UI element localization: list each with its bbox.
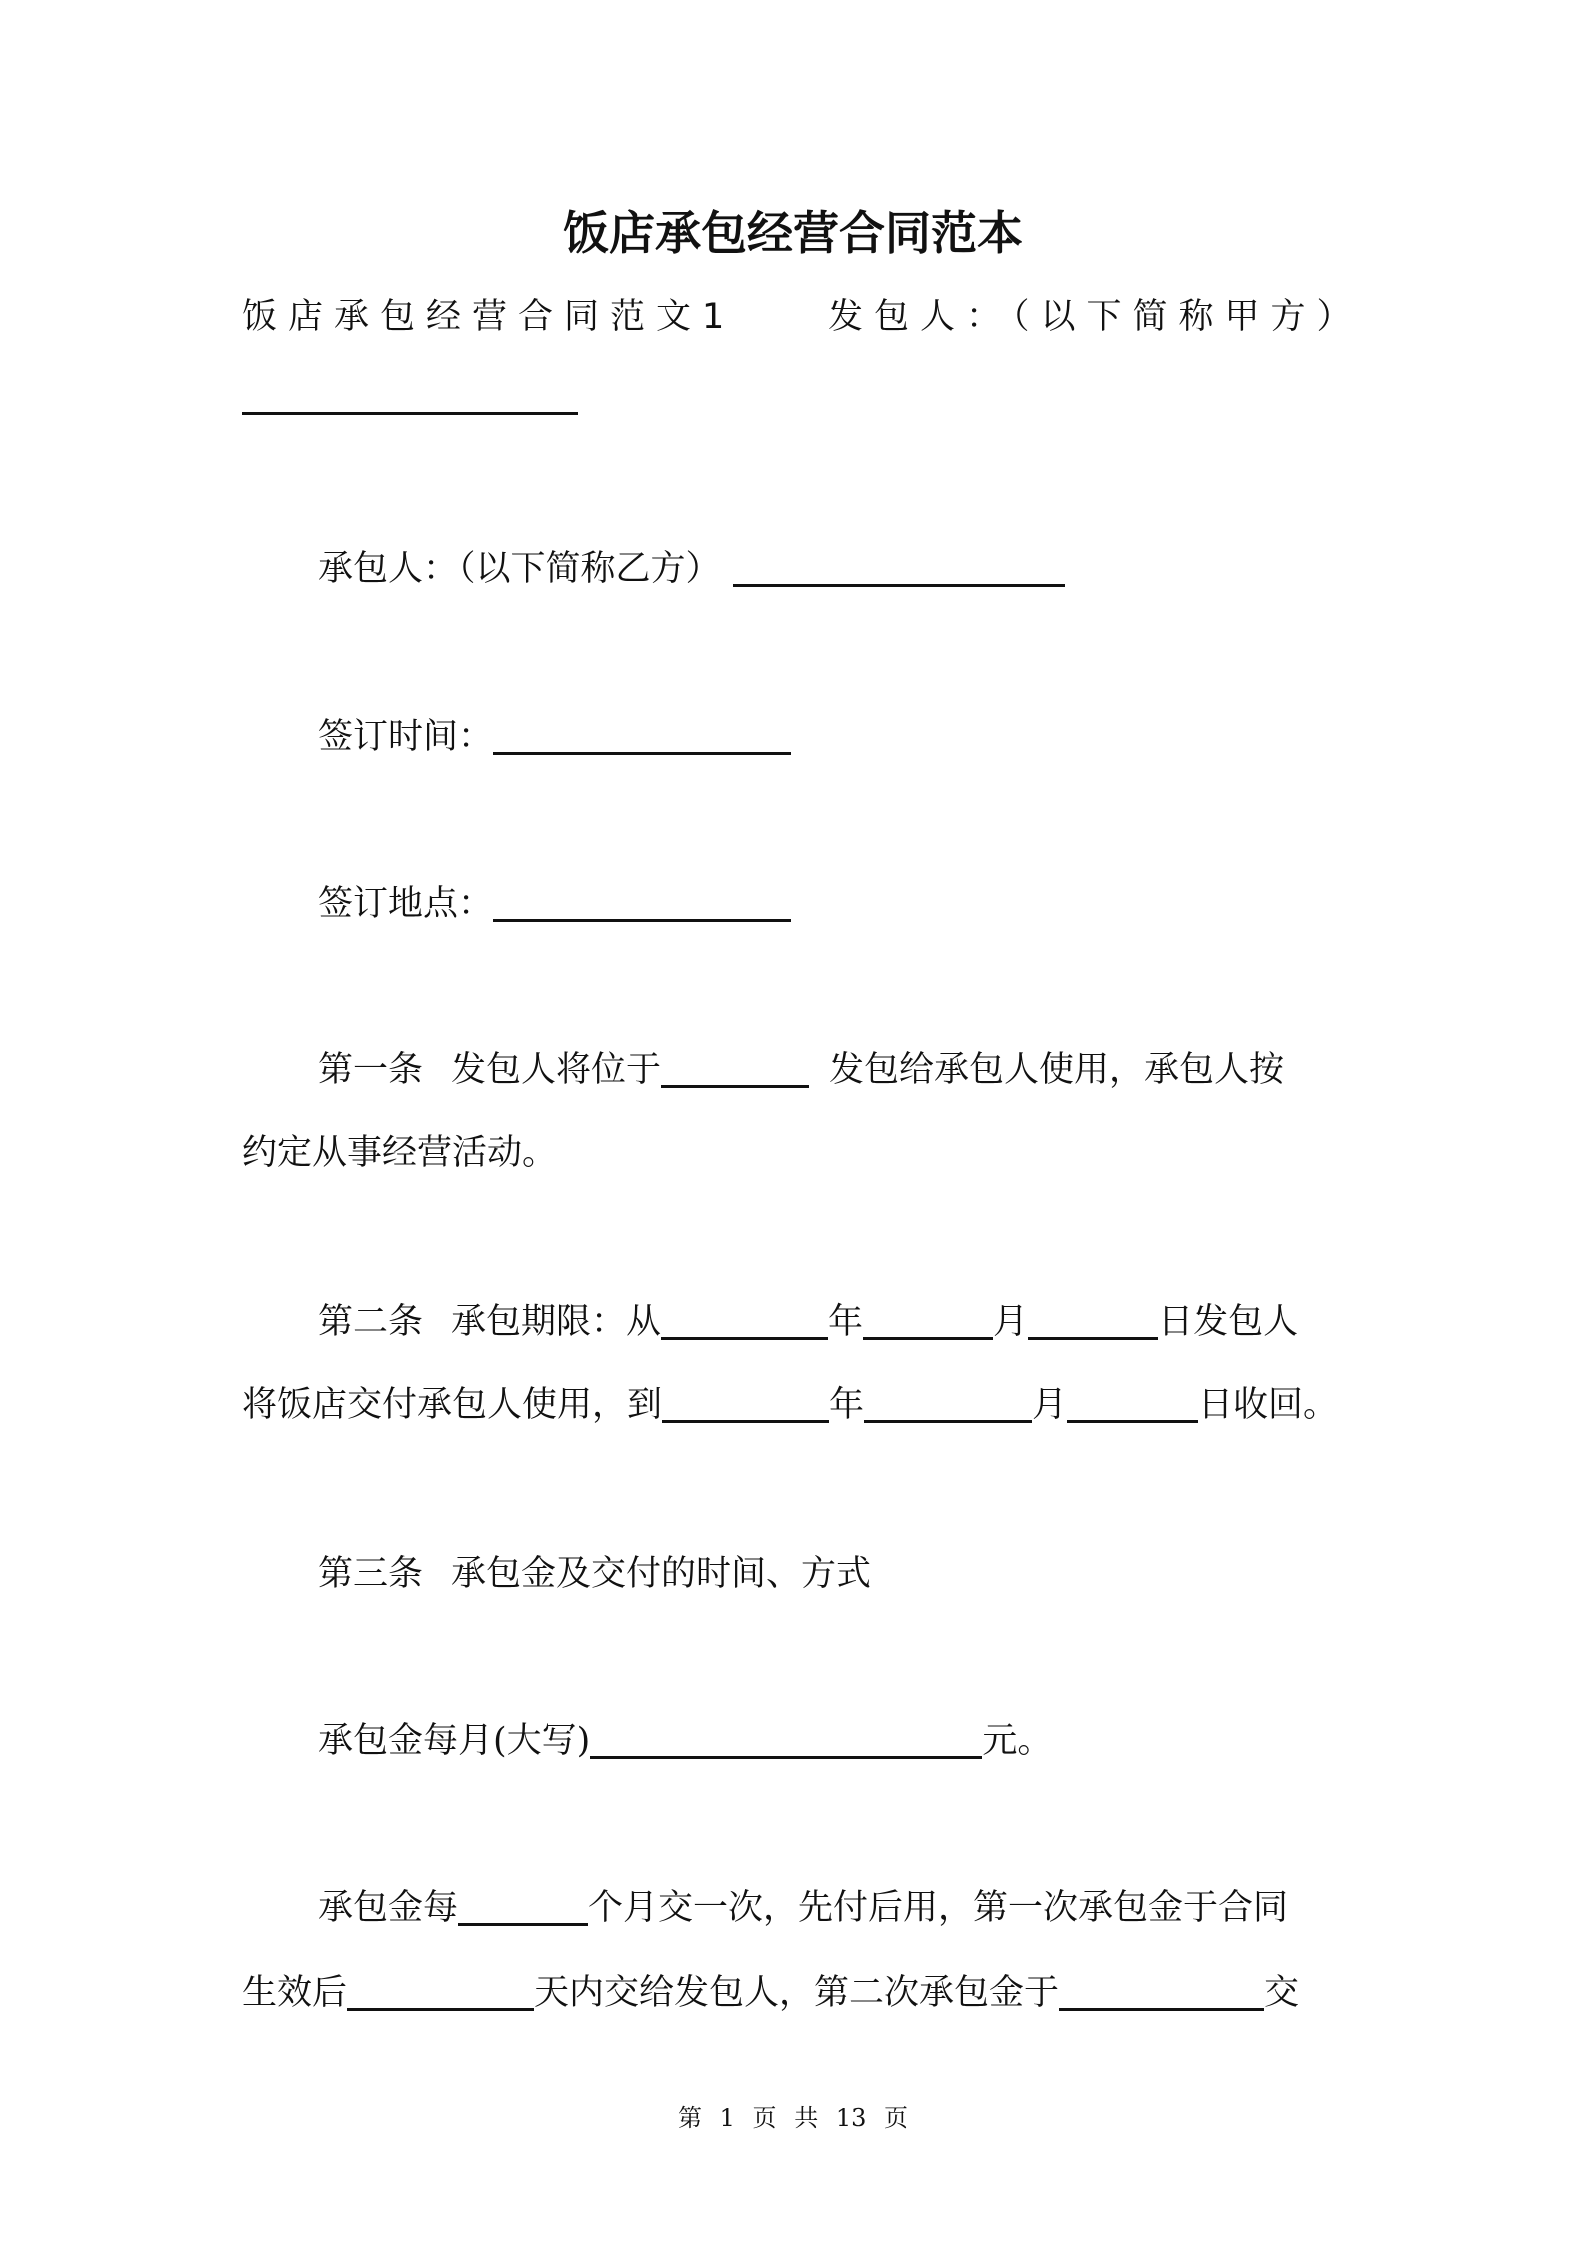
- sign-place-blank: [493, 885, 791, 922]
- page-total: 13: [835, 2104, 867, 2132]
- footer-text: 页: [752, 2104, 777, 2132]
- article-text: 承包金及交付的时间、方式: [451, 1554, 872, 1594]
- party-a-blank: [242, 412, 578, 415]
- article-3: [318, 1552, 871, 1596]
- months-blank: [458, 1889, 588, 1926]
- end-month-blank: [864, 1386, 1032, 1423]
- sign-time-label: 签订时间：: [318, 717, 494, 757]
- article-number: 第三条: [318, 1554, 424, 1594]
- fee-monthly: [318, 1719, 1052, 1763]
- fee-cycle-cont: [242, 1971, 1299, 2015]
- article-number: 第二条: [318, 1302, 424, 1342]
- footer-text: 共: [794, 2104, 819, 2132]
- article-text: 将饭店交付承包人使用，到: [242, 1385, 663, 1425]
- page-footer: [0, 2098, 1586, 2133]
- party-b-line: [318, 547, 1065, 591]
- end-year-blank: [662, 1386, 829, 1423]
- article-text: 日收回。: [1198, 1385, 1339, 1425]
- article-2: [318, 1300, 1298, 1344]
- fee-cycle: [318, 1886, 1288, 1930]
- fee-text: 生效后: [242, 1973, 348, 2013]
- start-day-blank: [1028, 1303, 1158, 1340]
- page-number: 1: [719, 2104, 735, 2132]
- fee-text: 承包金每: [318, 1888, 459, 1928]
- end-day-blank: [1067, 1386, 1198, 1423]
- article-1-cont: 约定从事经营活动。: [242, 1133, 558, 1173]
- subtitle: 饭店承包经营合同范文1: [242, 297, 736, 337]
- year-label: 年: [828, 1302, 864, 1342]
- sign-time-blank: [493, 718, 791, 755]
- sign-time-line: [318, 715, 791, 759]
- days-blank: [347, 1974, 534, 2011]
- month-label: 月: [993, 1302, 1029, 1342]
- start-month-blank: [863, 1303, 993, 1340]
- month-label: 月: [1032, 1385, 1068, 1425]
- start-year-blank: [661, 1303, 828, 1340]
- article-text: 日发包人: [1158, 1302, 1299, 1342]
- sign-place-label: 签订地点：: [318, 884, 494, 924]
- fee-text: 个月交一次，先付后用，第一次承包金于合同: [588, 1888, 1289, 1928]
- fee-text: 交: [1264, 1973, 1300, 2013]
- sign-place-line: [318, 882, 791, 926]
- footer-text: 第: [677, 2104, 702, 2132]
- location-blank: [661, 1051, 809, 1088]
- second-payment-blank: [1059, 1974, 1264, 2011]
- article-text: 发包给承包人使用，承包人按: [829, 1050, 1285, 1090]
- fee-label: 承包金每月(大写): [318, 1721, 591, 1761]
- document-title: 饭店承包经营合同范本: [563, 206, 1023, 260]
- year-label: 年: [829, 1385, 865, 1425]
- party-b-blank: [733, 550, 1065, 587]
- article-text: 承包期限：从: [451, 1302, 662, 1342]
- footer-text: 页: [884, 2104, 909, 2132]
- party-b-label: 承包人：（以下简称乙方）: [318, 549, 721, 589]
- fee-unit: 元。: [982, 1721, 1053, 1761]
- article-2-cont: [242, 1383, 1338, 1427]
- fee-text: 天内交给发包人，第二次承包金于: [534, 1973, 1060, 2013]
- article-1: [318, 1048, 1284, 1092]
- article-number: 第一条: [318, 1050, 424, 1090]
- article-text: 发包人将位于: [451, 1050, 662, 1090]
- party-a-label: 发包人：（以下简称甲方）: [828, 297, 1363, 337]
- fee-amount-blank: [590, 1722, 982, 1759]
